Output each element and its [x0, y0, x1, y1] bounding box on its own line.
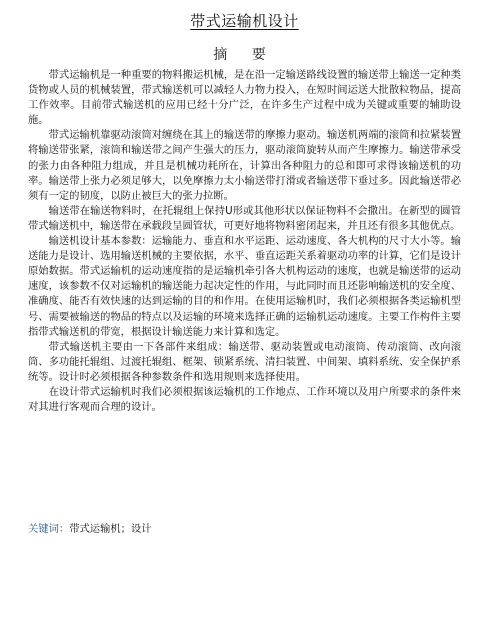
abstract-paragraph: 带式运输机靠驱动滚筒对缠绕在其上的输送带的摩擦力驱动。输送机两端的滚筒和拉紧装置将输送带张紧，滚筒和输送带之间产生强大的压力，驱动滚筒旋转从而产生摩擦力。输送带承受的张力由各种阻力组成，并且是机械功耗所在，计算出各种阻力的总和即可求得该输送机的功率。输送带上张力必须足够大，以免摩擦力太小输送带打滑或者输送带下垂过多。因此输送带必须有一定的韧度，以防止被巨大的张力拉断。 [28, 129, 461, 202]
abstract-paragraph: 在设计带式运输机时我们必须根据该运输机的工作地点、工作环境以及用户所要求的条件来对其进行客观而合理的设计。 [28, 385, 461, 414]
abstract-heading: 摘 要 [213, 47, 276, 63]
document-title: 带式运输机设计 [190, 12, 299, 30]
keywords-line [28, 522, 152, 537]
keywords-label: 关键词： [28, 523, 70, 535]
abstract-paragraph: 输送带在输送物料时，在托辊组上保持U形或其他形状以保证物料不会撒出。在新型的圆管带式输送机中，输送带在承载段呈圆管状，可更好地将物料密闭起来，并且还有很多其他优点。 [28, 204, 461, 232]
abstract-body [28, 68, 461, 415]
abstract-paragraph: 带式运输机是一种重要的物料搬运机械，是在沿一定输送路线设置的输送带上输送一定种类货物或人员的机械装置，带式输送机可以减轻人力物力投入，在短时间运送大批散粒物品，提高工作效率。目前带式输送机的应用已经十分广泛，在许多生产过程中成为关键或重要的辅助设施。 [28, 69, 461, 127]
keywords-value: 带式运输机；设计 [69, 523, 152, 535]
abstract-paragraph: 输送机设计基本参数：运输能力、垂直和水平运距、运动速度、各大机构的尺寸大小等。输送能力是设计、选用输送机械的主要依据，水平、垂直运距关系着驱动功率的计算，它们是设计原始数据。带式运输机的运动速度指的是运输机牵引各大机构运动的速度，也就是输送带的运动速度，该参数不仅对运输机的输送能力起决定性的作用，与此同时而且还影响输送机的安全度、准确度、能否有效快速的达到运输的目的和作用。在使用运输机时，我们必须根据各类运输机型号、需要被输送的物品的特点以及运输的环境来选择正确的运输机运动速度。主要工作构件主要指带式输送机的带宽，根据设计输送能力来计算和选定。 [28, 235, 461, 338]
abstract-paragraph: 带式输送机主要由一下各部件来组成：输送带、驱动装置或电动滚筒、传动滚筒、改向滚筒、多功能托辊组、过渡托辊组、框架、锁紧系统、清扫装置、中间架、填料系统、安全保护系统等。设计时必须根据各种参数条件和选用规则来选择使用。 [28, 340, 461, 383]
